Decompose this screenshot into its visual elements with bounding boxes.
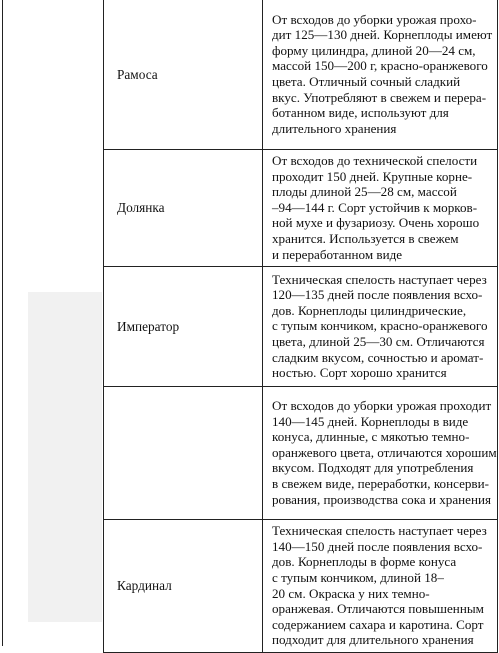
description-line: проходит 150 дней. Крупные корне- [272, 168, 473, 184]
description-line: длительного хранения [272, 120, 397, 136]
table-row [104, 267, 498, 387]
table-row [104, 150, 498, 267]
variety-description [263, 387, 498, 520]
description-line: дов. Корнеплоды цилиндрические, [272, 302, 467, 318]
description-line: форму цилиндра, длиной 20—24 см, [272, 42, 476, 58]
description-line: вкусом. Подходят для употребления [272, 460, 474, 476]
description-line: массой 150—200 г, красно-оранжевого [272, 58, 488, 74]
variety-description [263, 520, 498, 653]
description-line: цвета. Отличный сочный сладкий [272, 74, 461, 89]
variety-name: Кардинал [104, 520, 263, 653]
variety-name: Император [104, 267, 263, 387]
description-line: и переработанном виде [272, 246, 403, 262]
description-line: 140—145 дней. Корнеплоды в виде [272, 413, 469, 429]
description-line: содержанием сахара и каротина. Сорт [272, 616, 484, 632]
description-line: сладким вкусом, сочностью и аромат- [272, 349, 484, 365]
table-row [104, 520, 498, 653]
description-line: хранится. Используется в свежем [272, 230, 459, 246]
description-line: Техническая спелость наступает через [272, 271, 487, 287]
description-line: От всходов до уборки урожая прохо- [272, 11, 477, 27]
description-line: От всходов до технической спелости [272, 153, 478, 168]
description-line: конуса, длинные, с мякотью темно- [272, 429, 470, 445]
description-line: оранжевая. Отличаются повышенным [272, 601, 484, 617]
variety-description [263, 150, 498, 267]
variety-description [263, 0, 498, 150]
scan-shading [28, 292, 102, 622]
description-line: дит 125—130 дней. Корнеплоды имеют [272, 27, 493, 43]
description-line: 140—150 дней после появления всхо- [272, 538, 483, 554]
description-line: ной мухе и фузариозу. Очень хорошо [272, 215, 480, 231]
description-line: плоды длиной 25—28 см, массой [272, 184, 457, 200]
description-line: рования, производства сока и хранения [272, 491, 491, 507]
variety-name [104, 387, 263, 520]
variety-description [263, 267, 498, 387]
table-row [104, 387, 498, 520]
description-line: –94—144 г. Сорт устойчив к морков- [272, 199, 478, 215]
description-line: с тупым кончиком, длиной 18– [272, 569, 444, 585]
table-body [104, 0, 498, 652]
variety-name: Рамоса [104, 0, 263, 150]
description-line: вкус. Употребляют в свежем и перера- [272, 89, 487, 105]
description-line: 20 см. Окраска у них темно- [272, 585, 430, 601]
left-column-border [2, 0, 3, 646]
variety-name: Долянка [104, 150, 263, 267]
description-line: ботанном виде, используют для [272, 105, 449, 121]
description-line: оранжевого цвета, отличаются хорошим [272, 444, 497, 460]
carrot-varieties-table [103, 0, 498, 653]
description-line: с тупым кончиком, красно-оранжевого [272, 318, 488, 334]
description-line: ностью. Сорт хорошо хранится [272, 365, 447, 381]
description-line: цвета, длиной 25—30 см. Отличаются [272, 333, 485, 349]
description-line: Техническая спелость наступает через [272, 523, 487, 539]
description-line: дов. Корнеплоды в форме конуса [272, 554, 457, 570]
description-line: в свежем виде, переработки, консерви- [272, 476, 489, 492]
description-line: подходит для длительного хранения [272, 632, 474, 648]
table-row [104, 0, 498, 150]
description-line: 120—135 дней после появления всхо- [272, 287, 483, 303]
description-line: От всходов до уборки урожая проходит [272, 398, 492, 414]
